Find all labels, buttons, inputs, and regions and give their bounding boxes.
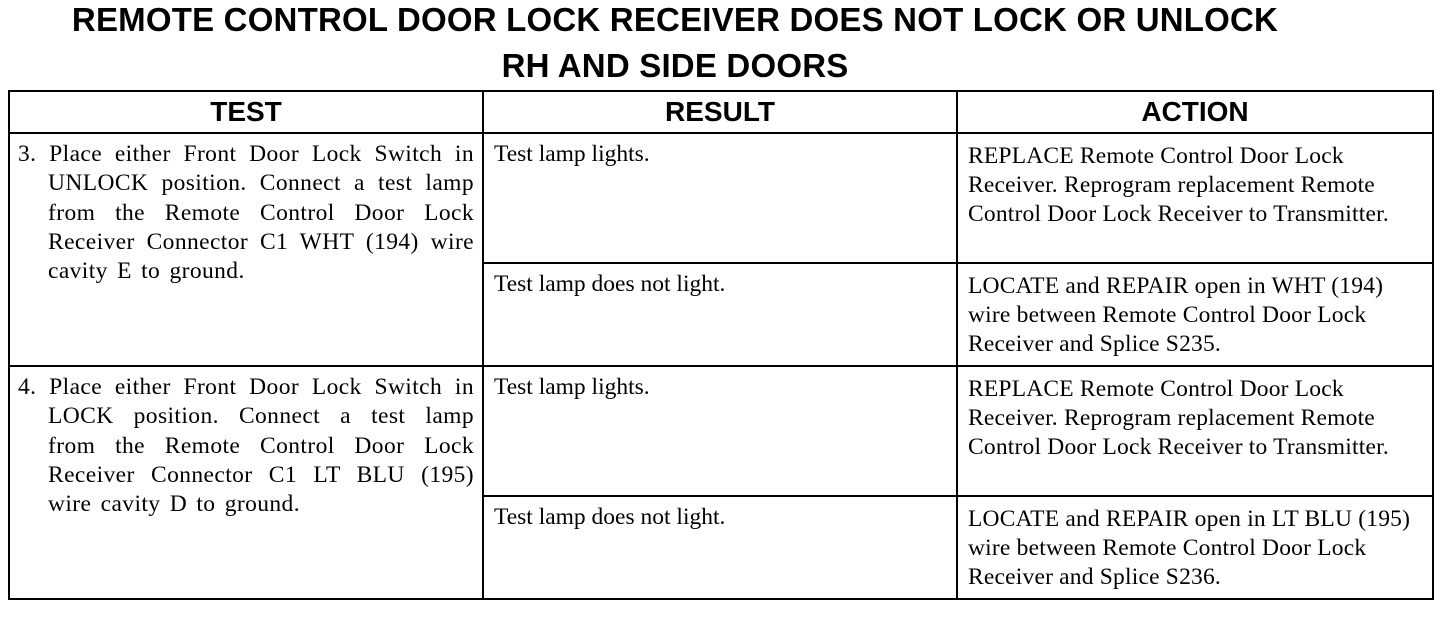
column-header-action: ACTION bbox=[957, 91, 1433, 133]
test-step-3: 3. Place either Front Door Lock Switch in UNLOCK position. Connect a test lamp from the Remote Control Door Lock Receiver Connector C1 WHT (194) wire cavity E to ground. bbox=[9, 133, 483, 366]
result-cell: Test lamp does not light. bbox=[483, 496, 957, 599]
test-step-4: 4. Place either Front Door Lock Switch in LOCK position. Connect a test lamp from the Remote Control Door Lock Receiver Connector C1 LT BLU (195) wire cavity D to ground. bbox=[9, 366, 483, 599]
page-title-line-1: REMOTE CONTROL DOOR LOCK RECEIVER DOES NOT LOCK OR UNLOCK bbox=[71, 1, 1279, 38]
action-cell: REPLACE Remote Control Door Lock Receiver. Reprogram replacement Remote Control Door Lock Receiver to Transmitter. bbox=[957, 366, 1433, 496]
column-header-result: RESULT bbox=[483, 91, 957, 133]
diagnostic-table bbox=[8, 90, 1434, 600]
column-header-test: TEST bbox=[9, 91, 483, 133]
result-cell: Test lamp lights. bbox=[483, 133, 957, 263]
result-cell: Test lamp lights. bbox=[483, 366, 957, 496]
action-cell: LOCATE and REPAIR open in WHT (194) wire between Remote Control Door Lock Receiver and Splice S235. bbox=[957, 263, 1433, 366]
table-row bbox=[9, 366, 1433, 496]
page-title-line-2: RH AND SIDE DOORS bbox=[501, 47, 849, 84]
result-cell: Test lamp does not light. bbox=[483, 263, 957, 366]
table-row bbox=[9, 133, 1433, 263]
action-cell: LOCATE and REPAIR open in LT BLU (195) wire between Remote Control Door Lock Receiver and Splice S236. bbox=[957, 496, 1433, 599]
action-cell: REPLACE Remote Control Door Lock Receiver. Reprogram replacement Remote Control Door Lock Receiver to Transmitter. bbox=[957, 133, 1433, 263]
table-header-row bbox=[9, 91, 1433, 133]
